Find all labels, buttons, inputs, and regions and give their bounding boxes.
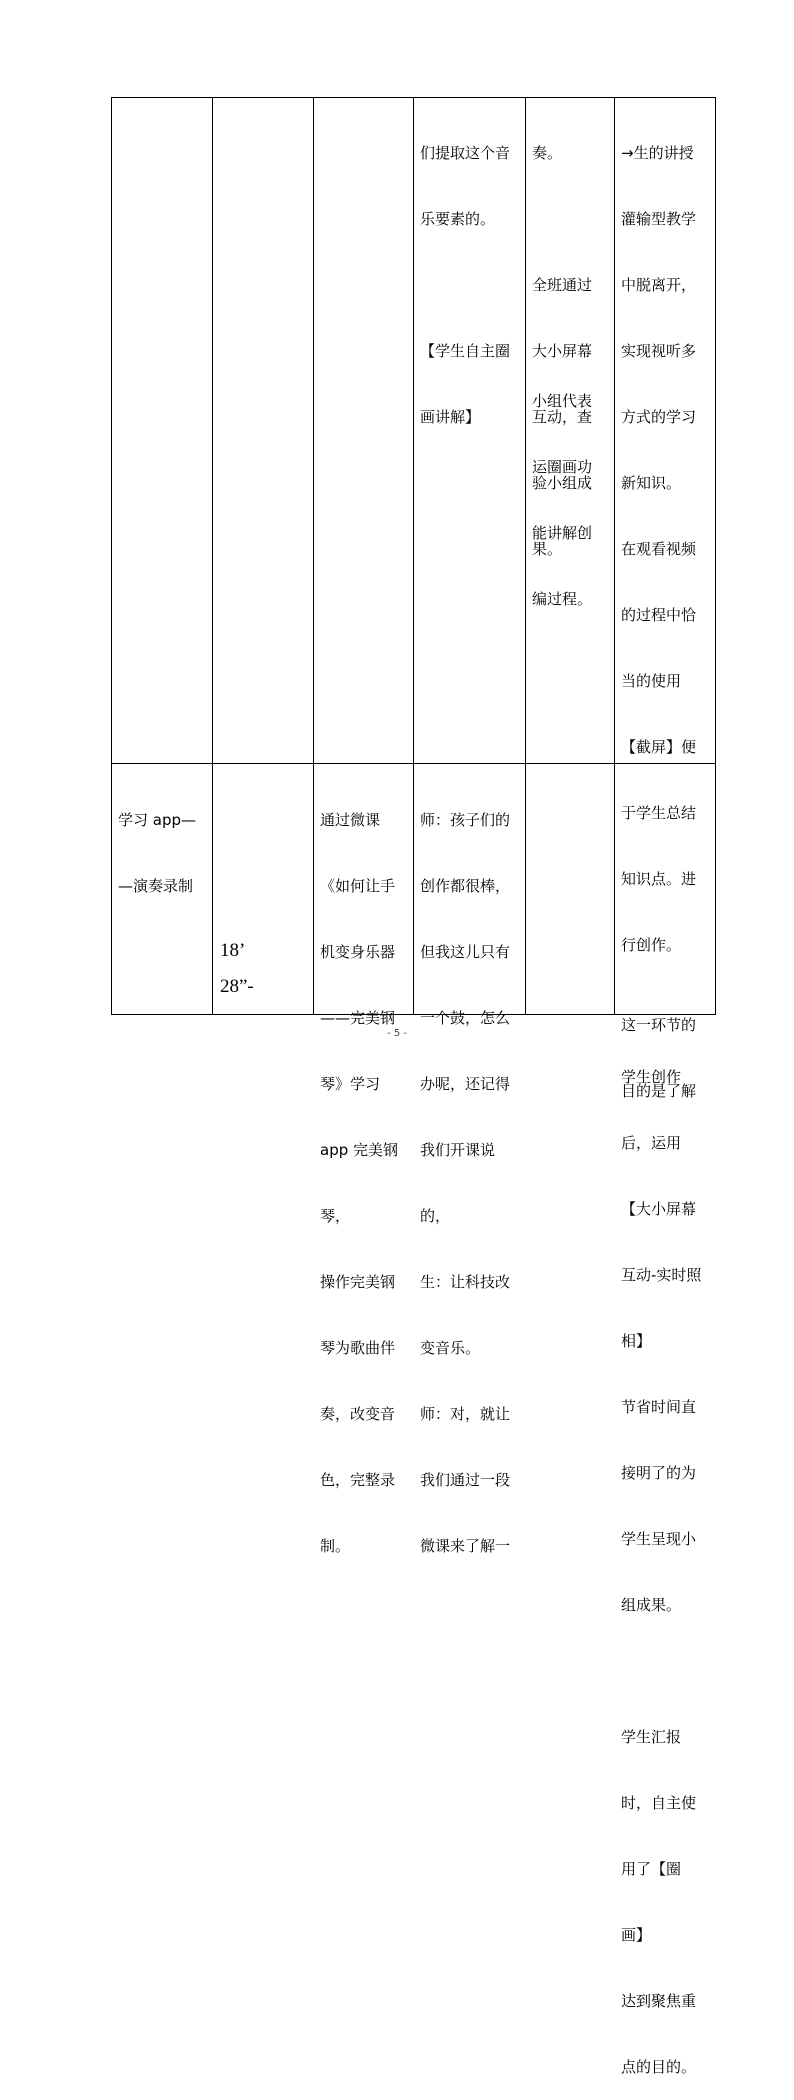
text-line: 知识点。进 (621, 870, 697, 888)
text-line: 后，运用 (621, 1134, 682, 1152)
text-line: 办呢，还记得 (420, 1075, 511, 1093)
text-line: 验小组成 (532, 474, 593, 492)
text-line: 色，完整录 (320, 1471, 396, 1489)
text-line: 在观看视频 (621, 540, 697, 558)
text-line: 一个鼓，怎么 (420, 1009, 511, 1027)
text-line: 师：孩子们的 (420, 811, 511, 829)
text-line: 的， (420, 1207, 451, 1225)
text-line: 的过程中恰 (621, 606, 697, 624)
text-line: 相】 (621, 1332, 652, 1350)
col-border-6 (715, 97, 716, 1015)
text-line: 节省时间直 (621, 1398, 697, 1416)
col-border-1 (212, 97, 213, 1015)
text-line: 互动-实时照 (621, 1266, 702, 1284)
text-line: 通过微课 (320, 811, 381, 829)
col-border-4 (525, 97, 526, 1015)
text-line: 能讲解创 (532, 524, 593, 542)
text-line: 编过程。 (532, 590, 593, 608)
text-line: 们提取这个音 (420, 144, 511, 162)
row2-col1-cell (118, 765, 210, 919)
text-line: 微课来了解一 (420, 1537, 511, 1555)
row2-col3-cell (320, 765, 412, 1579)
text-line: 当的使用 (621, 672, 682, 690)
text-line: 点的目的。 (621, 2058, 697, 2076)
text-line: 用了【圈 (621, 1860, 682, 1878)
text-line: 但我这儿只有 (420, 943, 511, 961)
text-line: 小组代表 (532, 392, 593, 410)
text-line: 互动，查 (532, 408, 593, 426)
text-line: 制。 (320, 1537, 351, 1555)
text-line: 目的是了解 (621, 1082, 697, 1100)
text-line: 琴， (320, 1207, 351, 1225)
page-number: - 5 - (387, 1028, 407, 1039)
text-line: 全班通过 (532, 276, 593, 294)
text-line: 创作都很棒， (420, 877, 511, 895)
text-line: 灌输型教学 (621, 210, 697, 228)
text-line: 变音乐。 (420, 1339, 481, 1357)
text-line: 学习 app— (118, 811, 197, 829)
text-line: 奏，改变音 (320, 1405, 396, 1423)
text-line: 画】 (621, 1926, 652, 1944)
text-line: 达到聚焦重 (621, 1992, 697, 2010)
text-line: 【大小屏幕 (621, 1200, 697, 1218)
text-line: 学生创作 (621, 1068, 682, 1086)
text-line: 时，自主使 (621, 1794, 697, 1812)
col-border-5 (614, 97, 615, 1015)
text-line: 实现视听多 (621, 342, 697, 360)
text-line: —演奏录制 (118, 877, 194, 895)
text-line: 果。 (532, 540, 563, 558)
text-line: 学生呈现小 (621, 1530, 697, 1548)
text-line: 乐要素的。 (420, 210, 496, 228)
text-line: 师：对，就让 (420, 1405, 511, 1423)
row2-col4-cell (420, 765, 524, 1579)
col-border-3 (413, 97, 414, 1015)
text-line: 机变身乐器 (320, 943, 396, 961)
text-line: 操作完美钢 (320, 1273, 396, 1291)
row2-time-start: 18’ (220, 940, 246, 961)
text-line: ——完美钢 (320, 1009, 396, 1027)
text-line: 中脱离开， (621, 276, 697, 294)
text-line: 画讲解】 (420, 408, 481, 426)
text-line: 行创作。 (621, 936, 682, 954)
text-line: 【截屏】便 (621, 738, 697, 756)
text-line: 学生汇报 (621, 1728, 682, 1746)
text-line: 琴为歌曲伴 (320, 1339, 396, 1357)
text-line: 方式的学习 (621, 408, 697, 426)
text-line: 《如何让手 (320, 877, 396, 895)
text-line: 大小屏幕 (532, 342, 593, 360)
col-border-0 (111, 97, 112, 1015)
text-line: 运圈画功 (532, 458, 593, 476)
text-line: 这一环节的 (621, 1016, 697, 1034)
row2-col6-cell (621, 970, 713, 1124)
text-line: 【学生自主圈 (420, 342, 511, 360)
text-line: →生的讲授 (621, 144, 694, 162)
row1-col5-cell-bottom (532, 346, 612, 632)
text-line: 我们通过一段 (420, 1471, 511, 1489)
row2-time-end: 28”- (220, 976, 254, 997)
text-line: app 完美钢 (320, 1141, 399, 1159)
text-line: 生：让科技改 (420, 1273, 511, 1291)
text-line: 组成果。 (621, 1596, 682, 1614)
text-line: 新知识。 (621, 474, 682, 492)
text-line: 琴》学习 (320, 1075, 381, 1093)
text-line: 我们开课说 (420, 1141, 496, 1159)
text-line: 接明了的为 (621, 1464, 697, 1482)
row1-col4-cell (420, 98, 520, 450)
text-line: 于学生总结 (621, 804, 697, 822)
text-line: 奏。 (532, 144, 563, 162)
col-border-2 (313, 97, 314, 1015)
